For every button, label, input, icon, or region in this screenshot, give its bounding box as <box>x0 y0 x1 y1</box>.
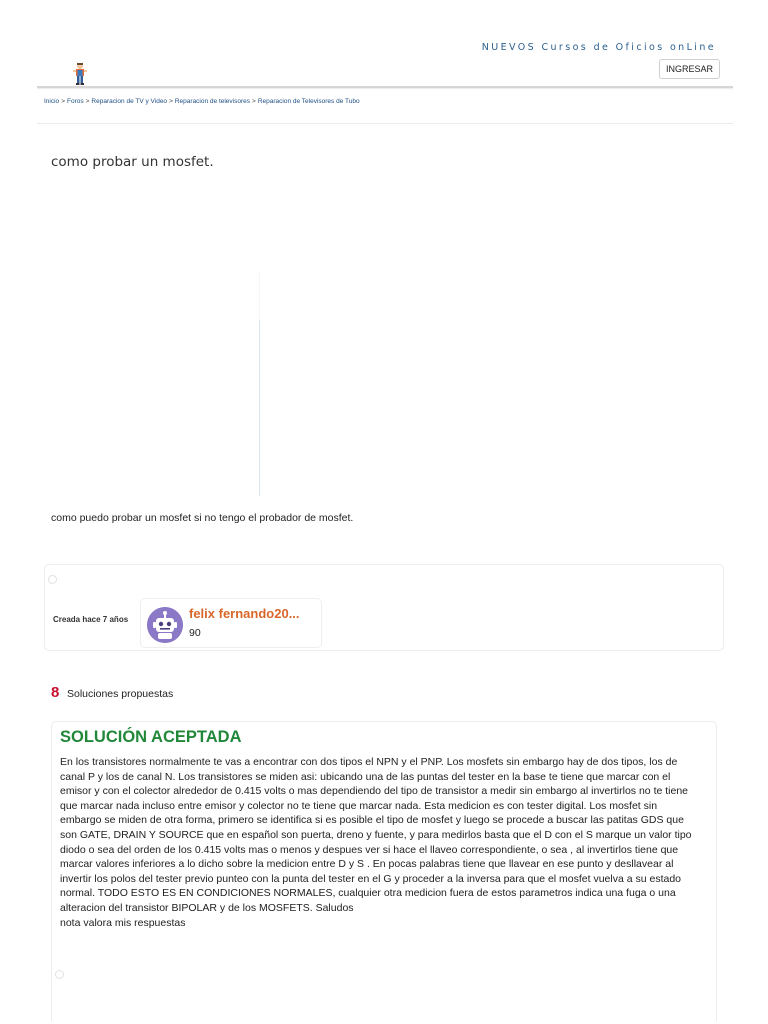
breadcrumb-home[interactable]: Inicio <box>44 98 60 105</box>
question-title: como probar un mosfet. <box>51 154 214 170</box>
author-name-link[interactable]: felix fernando20... <box>189 606 300 621</box>
breadcrumb-separator: > <box>169 98 173 105</box>
breadcrumb-tv-video[interactable]: Reparacion de TV y Video <box>91 98 168 105</box>
breadcrumb-separator: > <box>252 98 256 105</box>
question-author-panel <box>44 564 724 651</box>
site-tagline-link[interactable]: NUEVOS Cursos de Oficios onLine <box>481 42 716 53</box>
question-body: como puedo probar un mosfet si no tengo el probador de mosfet. <box>51 512 354 524</box>
answer-text: En los transistores normalmente te vas a encontrar con dos tipos el NPN y el PNP. Los mosfets sin embargo hay de dos tipos, los de canal P y los de canal N. Los transistores se miden asi: ubicando una de las puntas del tester en la base te tiene que marcar con el emisor y con el colector alrededor de 0.415 volts o mas dependiendo del tipo de transistor a medir sin embargo al invertirlos no te tiene que marcar nada incluso entre emisor y colector no te tiene que marcar nada. Esta medicion es con tester digital. Los mosfet sin embargo se miden de otra forma, primero se identifica si es posible el tipo de mosfet y luego se procede a buscar las patitas GDS que son GATE, DRAIN Y SOURCE que en español son puerta, dreno y fuente, y para medirlos basta que el D con el S marque un valor tipo diodo o sea del orden de los 0.415 volts mas o menos y despues ver si hace el llaveo correspondiente, o sea , al invertirlos tiene que marcar valores inferiores a lo dicho sobre la medicion entre D y S . En pocas palabras tiene que llavear en ese punto y desllavear al invertir los polos del tester previo punteo con la punta del tester en el G y proceder a la inversa para que el mosfet vuelva a su estado normal. TODO ESTO ES EN CONDICIONES NORMALES, cualquier otra medicion fuera de estos parametros indica una fuga o una alteracion del transistor BIPOLAR y de los MOSFETS. Saludos <box>60 756 692 914</box>
circle-icon <box>55 970 64 979</box>
answer-body <box>60 755 700 930</box>
breadcrumb-divider <box>37 123 733 124</box>
breadcrumb-televisores[interactable]: Reparacion de televisores <box>174 98 251 105</box>
accepted-solution-badge: SOLUCIÓN ACEPTADA <box>60 728 242 746</box>
solutions-count: 8 <box>51 684 60 701</box>
breadcrumb-separator: > <box>85 98 90 105</box>
ad-placeholder-divider <box>259 320 260 496</box>
login-button[interactable]: INGRESAR <box>659 59 720 79</box>
site-logo-icon[interactable] <box>70 62 90 86</box>
user-card[interactable] <box>140 598 322 648</box>
robot-avatar-icon[interactable] <box>147 607 183 643</box>
ad-placeholder-divider <box>259 272 260 320</box>
breadcrumb-tubo[interactable]: Reparacion de Televisores de Tubo <box>257 98 360 105</box>
breadcrumb <box>44 98 360 105</box>
accepted-answer-card <box>51 721 717 1021</box>
breadcrumb-forums[interactable]: Foros <box>66 98 84 105</box>
breadcrumb-separator: > <box>61 98 65 105</box>
author-score: 90 <box>189 627 201 639</box>
circle-icon <box>48 575 57 584</box>
answer-footer-note: nota valora mis respuestas <box>60 916 186 929</box>
created-date: Creada hace 7 años <box>53 615 129 624</box>
solutions-label: Soluciones propuestas <box>67 688 174 700</box>
header-divider <box>37 86 733 88</box>
